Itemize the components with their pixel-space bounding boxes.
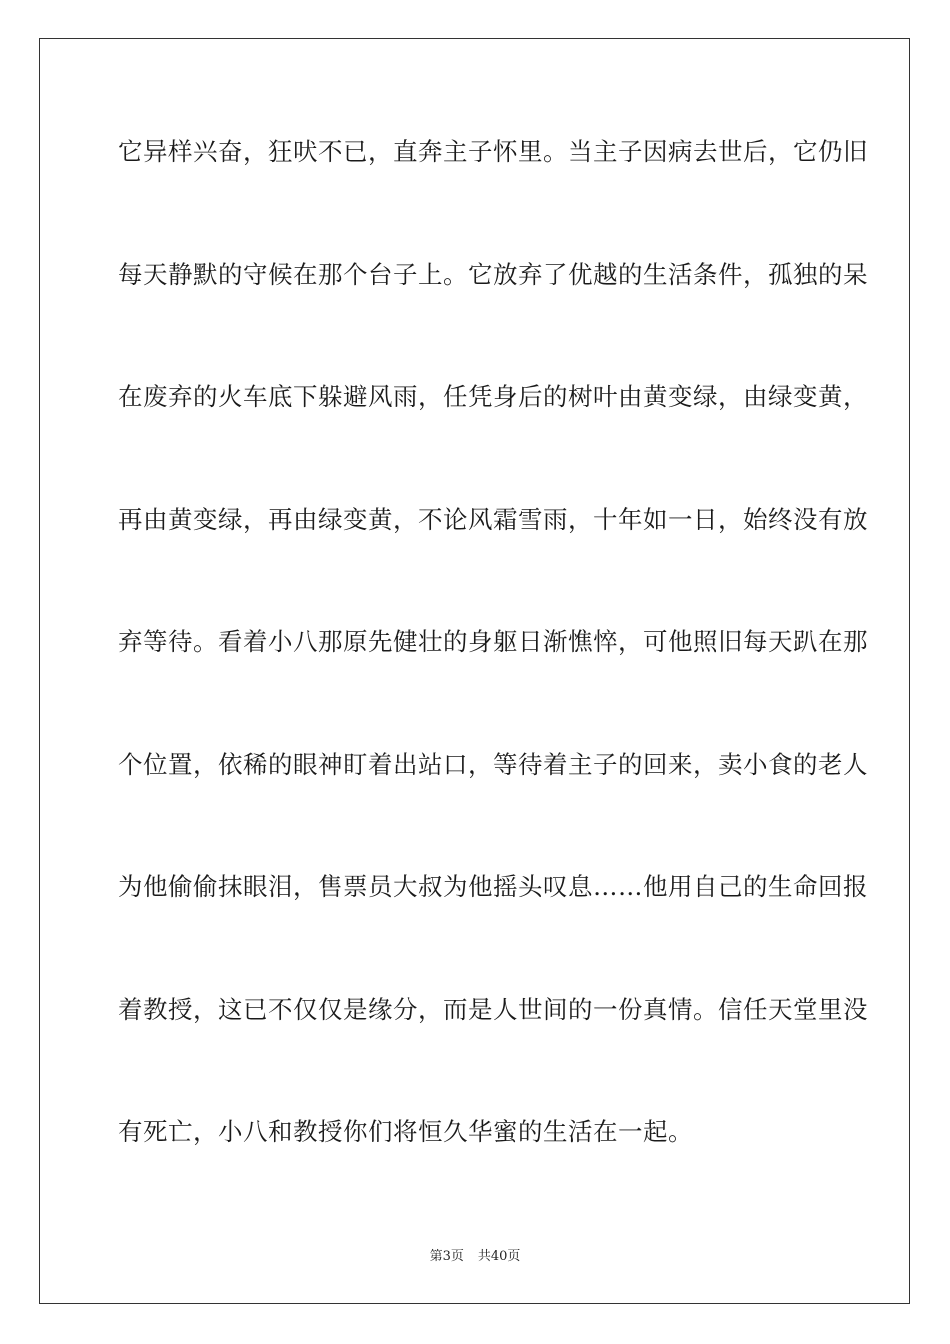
text-line-7: 为他偷偷抹眼泪，售票员大叔为他摇头叹息……他用自己的生命回报 [118, 872, 868, 901]
text-line-6: 个位置，依稀的眼神盯着出站口，等待着主子的回来，卖小食的老人 [118, 749, 868, 779]
page-footer [0, 1248, 950, 1266]
text-line-1: 它异样兴奋，狂吠不已，直奔主子怀里。当主子因病去世后，它仍旧 [118, 137, 868, 166]
page-number: 第3页 [429, 1249, 464, 1264]
page-total: 共40页 [477, 1249, 521, 1264]
text-line-9: 有死亡，小八和教授你们将恒久华蜜的生活在一起。 [118, 1117, 693, 1146]
document-body [118, 130, 868, 1233]
text-line-5: 弃等待。看着小八那原先健壮的身躯日渐憔悴，可他照旧每天趴在那 [118, 627, 868, 656]
text-line-4: 再由黄变绿，再由绿变黄，不论风霜雪雨，十年如一日，始终没有放 [118, 504, 868, 534]
text-line-8: 着教授，这已不仅仅是缘分，而是人世间的一份真情。信任天堂里没 [118, 994, 868, 1024]
text-line-3: 在废弃的火车底下躲避风雨，任凭身后的树叶由黄变绿，由绿变黄， [118, 382, 868, 411]
text-line-2: 每天静默的守候在那个台子上。它放弃了优越的生活条件，孤独的呆 [118, 259, 868, 289]
